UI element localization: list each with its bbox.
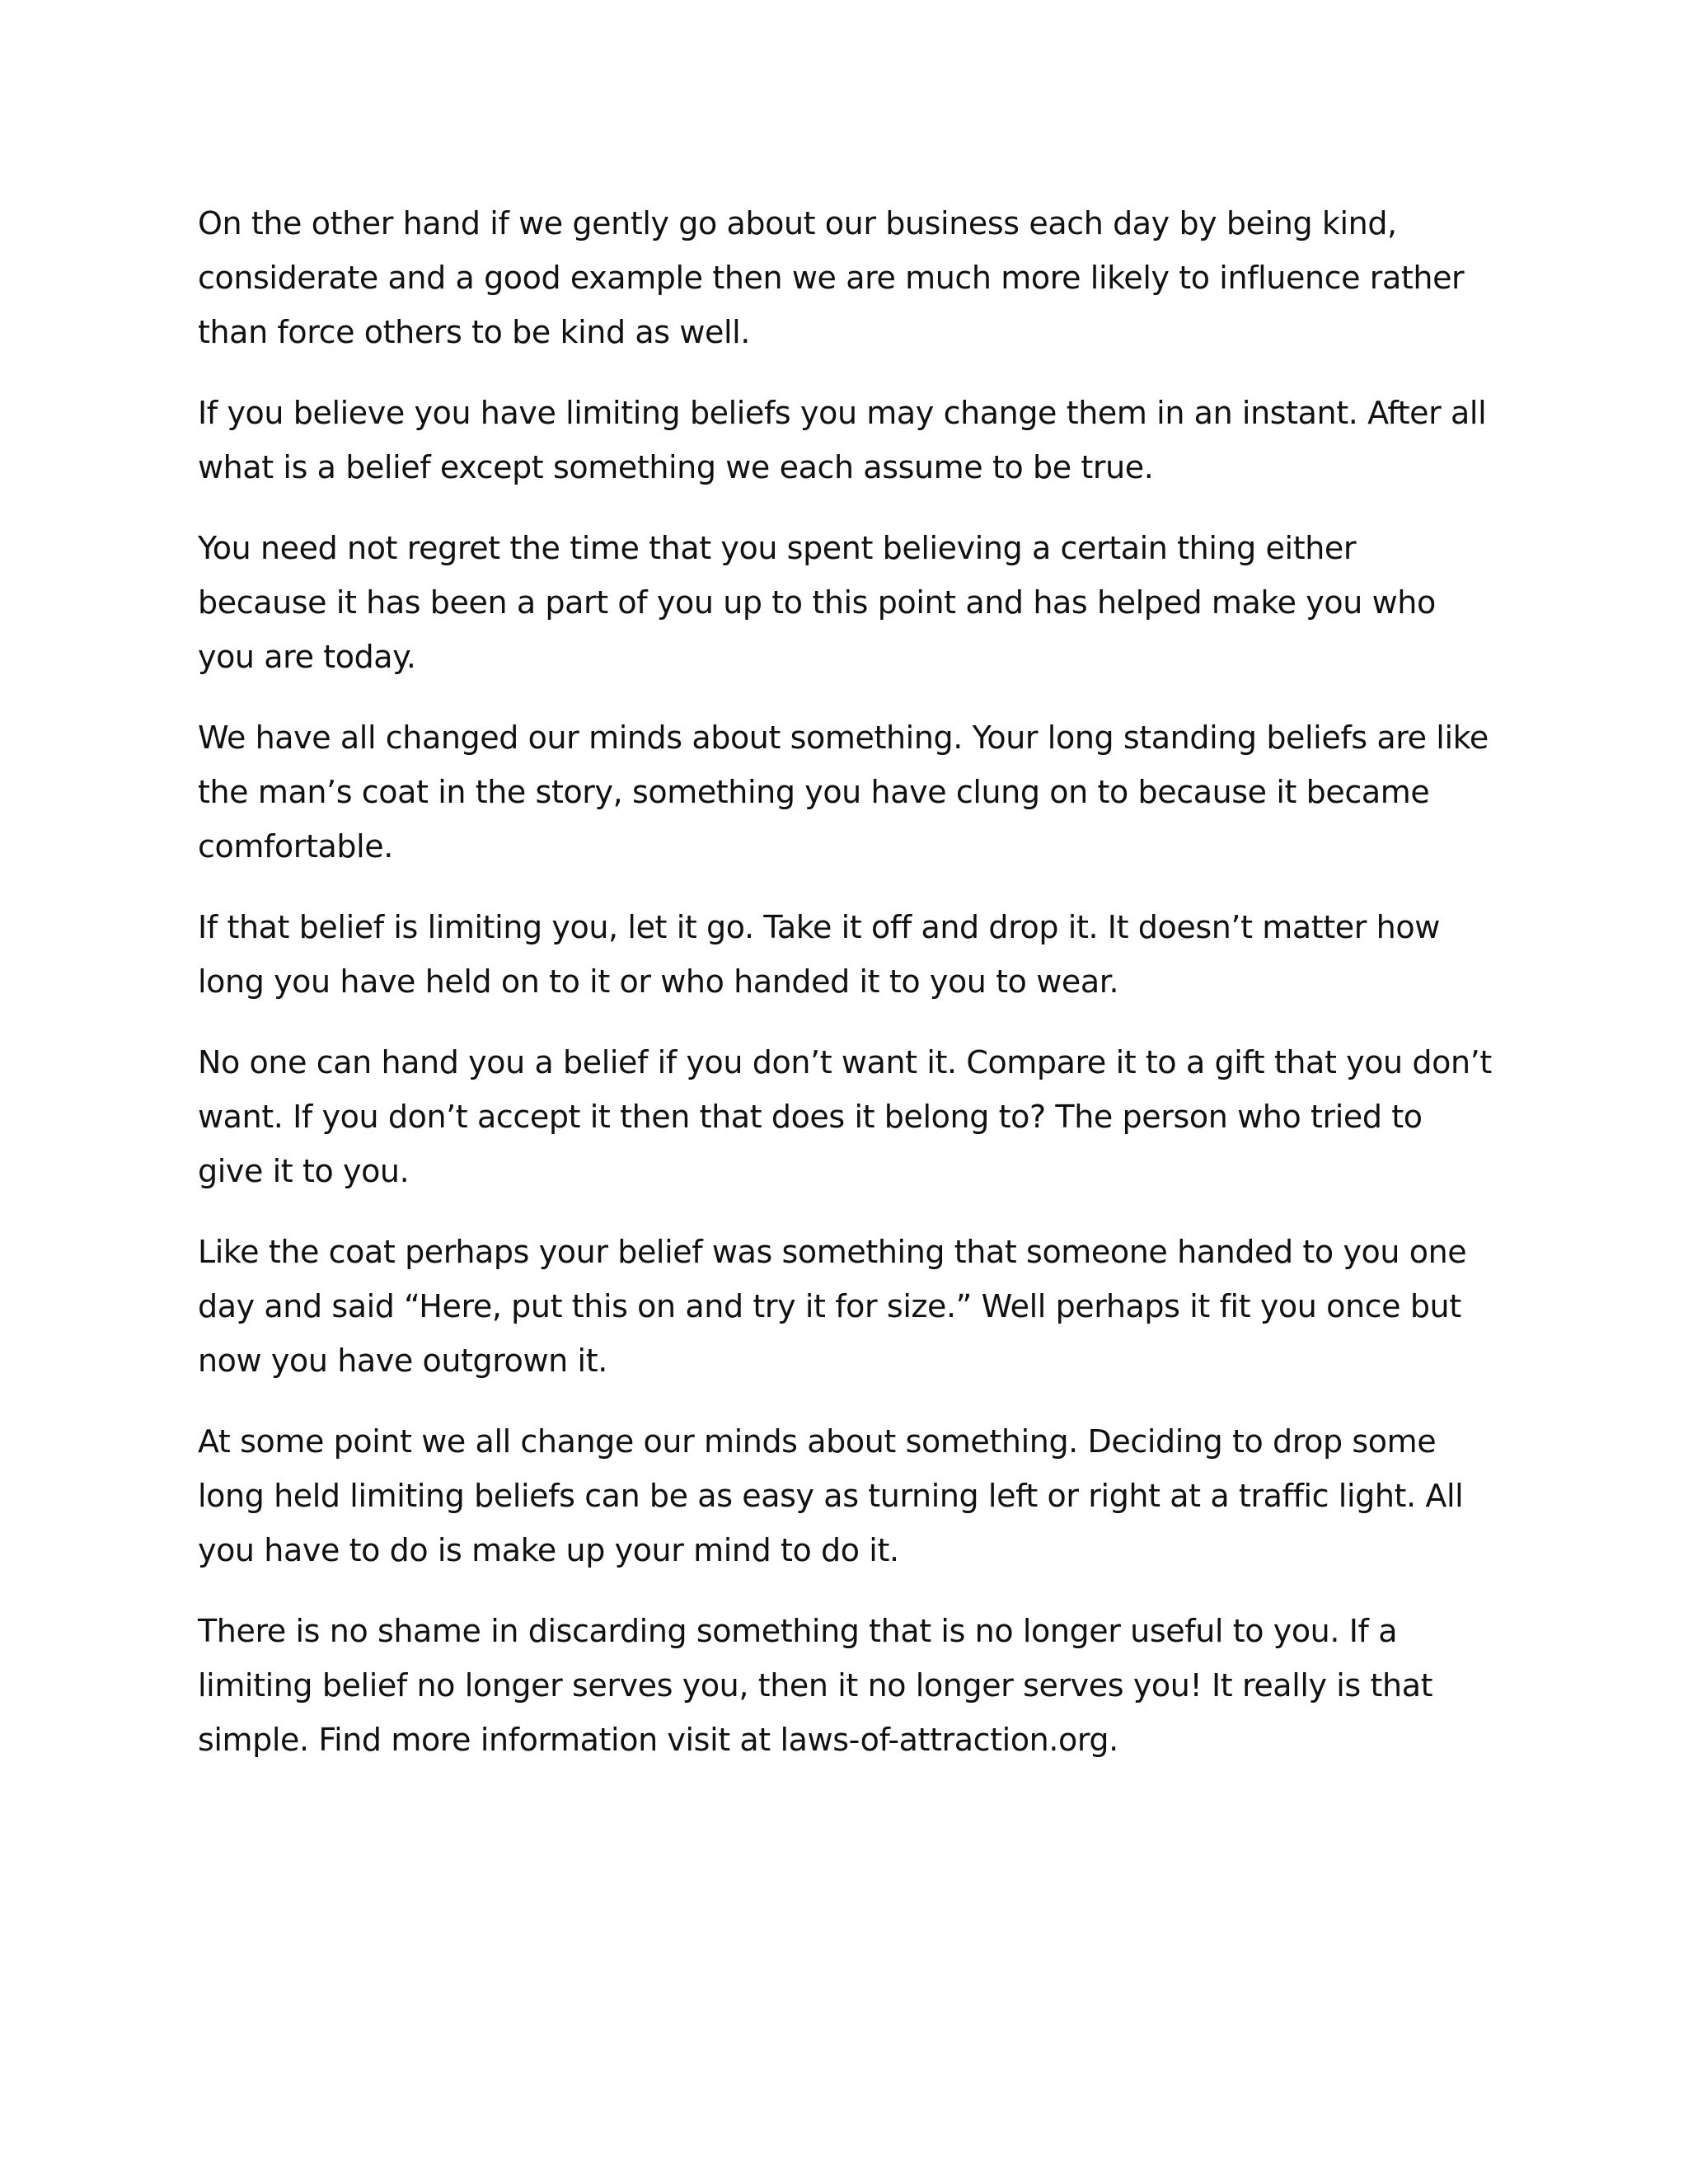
paragraph: We have all changed our minds about something. Your long standing beliefs are like the man’s coat in the story, something you have clung on to because it became comfortable. <box>198 719 1489 865</box>
paragraph: Like the coat perhaps your belief was something that someone handed to you one day and said “Here, put this on and try it for size.” Well perhaps it fit you once but now you have outgrown it. <box>198 1234 1467 1379</box>
paragraph: If that belief is limiting you, let it go. Take it off and drop it. It doesn’t matter how long you have held on to it or who handed it to you to wear. <box>198 909 1440 1000</box>
paragraph: There is no shame in discarding something that is no longer useful to you. If a limiting belief no longer serves you, then it no longer serves you! It really is that simple. Find more information visit at laws-of-attraction.org. <box>198 1613 1433 1758</box>
document-body <box>198 196 1492 1767</box>
paragraph: If you believe you have limiting beliefs you may change them in an instant. After all what is a belief except something we each assume to be true. <box>198 395 1487 485</box>
paragraph: At some point we all change our minds about something. Deciding to drop some long held limiting beliefs can be as easy as turning left or right at a traffic light. All you have to do is make up your mind to do it. <box>198 1423 1464 1568</box>
paragraph: You need not regret the time that you spent believing a certain thing either because it has been a part of you up to this point and has helped make you who you are today. <box>198 530 1436 675</box>
paragraph: On the other hand if we gently go about our business each day by being kind, considerate and a good example then we are much more likely to influence rather than force others to be kind as well. <box>198 205 1465 350</box>
paragraph: No one can hand you a belief if you don’t want it. Compare it to a gift that you don’t want. If you don’t accept it then that does it belong to? The person who tried to give it to you. <box>198 1044 1492 1189</box>
